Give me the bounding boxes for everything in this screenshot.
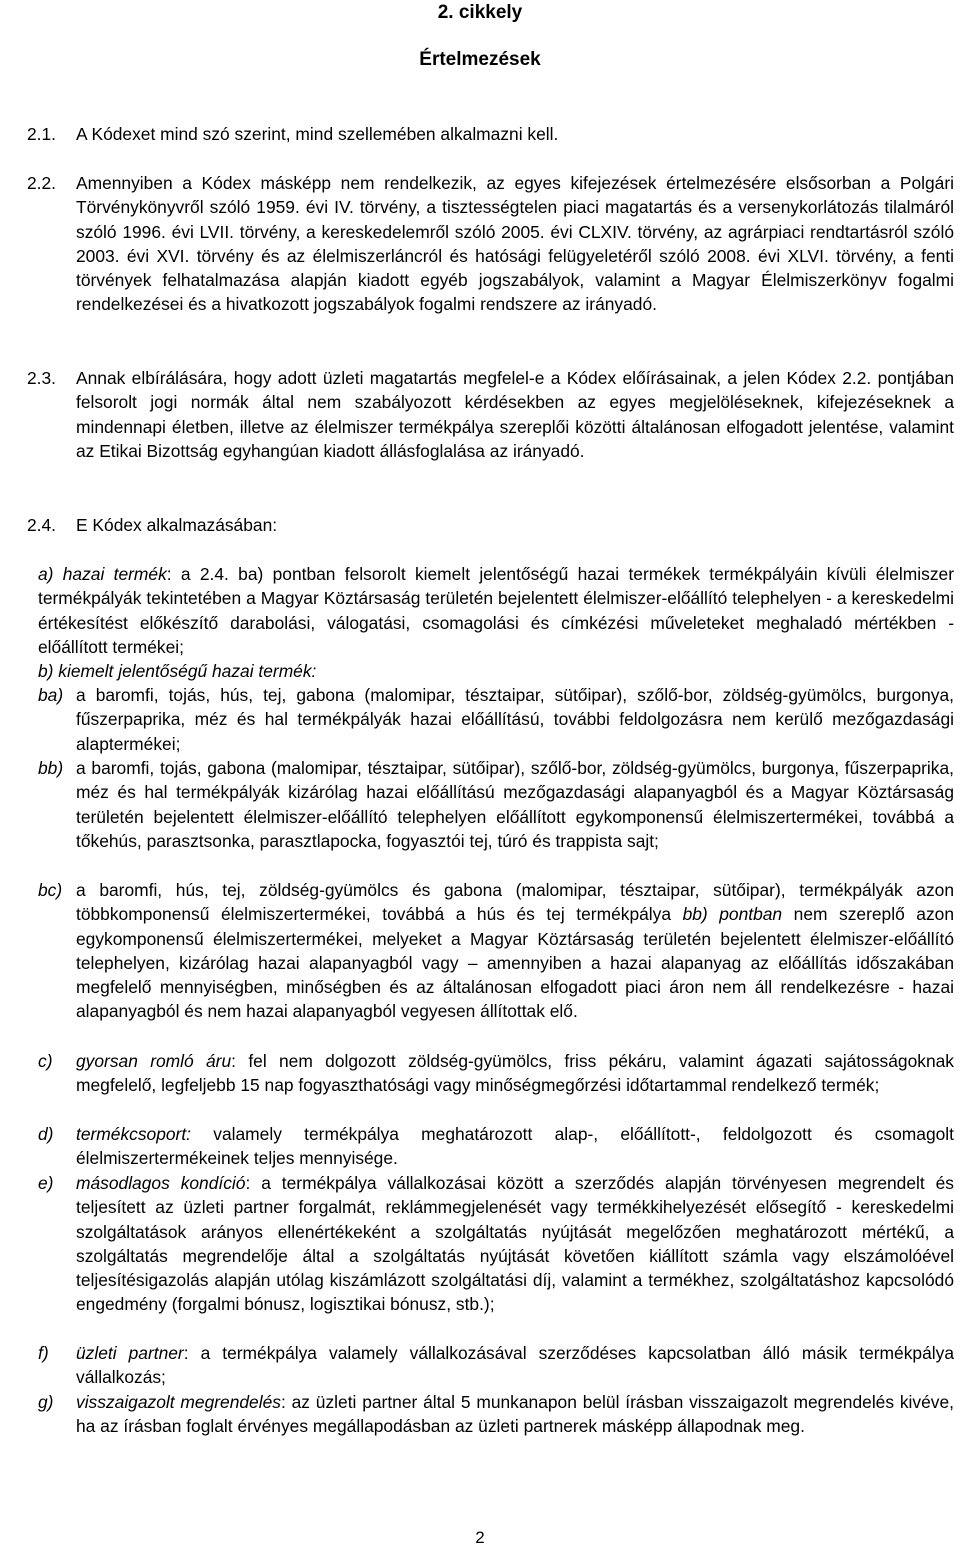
paragraph-number-2-1: 2.1. [27, 124, 57, 144]
definition-d-letter: d) [38, 1124, 54, 1144]
paragraph-number-2-2: 2.2. [27, 173, 57, 193]
definition-a-term: a) hazai termék [38, 564, 167, 584]
definition-a-text: : a 2.4. ba) pontban felsorolt kiemelt jelentőségű hazai termékek termékpályáin kívüli élelmiszer termékpályák tekintetében a Magyar Köztársaság területén bejelentett élelmiszer-előállító telephelyen - a kereskedelmi értékesítést előkészítő darabolási, válogatási, csomagolási és címkézési műveleteket meghaladó mértékben - előállított termékei; [38, 564, 954, 657]
item-bb-label: bb) [38, 758, 64, 778]
definition-g [76, 1390, 954, 1439]
definition-d-text: valamely termékpálya meghatározott alap-, előállított-, feldolgozott és csomagolt élelmiszertermékeinek teljes mennyisége. [76, 1124, 954, 1169]
paragraph-2-1: A Kódexet mind szó szerint, mind szellemében alkalmazni kell. [76, 124, 559, 144]
definition-a [38, 562, 954, 659]
definition-f-text: : a termékpálya valamely vállalkozásával szerződéses kapcsolatban álló másik termékpálya vállalkozás; [76, 1343, 954, 1388]
definition-b-heading: b) kiemelt jelentőségű hazai termék: [38, 661, 317, 681]
item-bc-reference: bb) pontban [682, 904, 783, 925]
definition-g-letter: g) [38, 1392, 54, 1412]
definition-e-text: : a termékpálya vállalkozásai között a szerződés alapján törvényesen megrendelt és teljesített az üzleti partner forgalmát, reklámmegjelenését vagy termékkihelyezését elősegítő - kereskedelmi szolgáltatások arányos ellenértékeként a szolgáltatás nyújtását megelőzően meghatározott mértékű, a szolgáltatás megrendelője által a szolgáltatás nyújtását követően kiállított számla vagy elszámolóével teljesítésigazolás alapján utólag kiszámlázott szolgáltatási díj, valamint a termékhez, szolgáltatáshoz kapcsolódó engedmény (forgalmi bónusz, logisztikai bónusz, stb.); [76, 1173, 954, 1315]
item-bc-text-part1: a baromfi, hús, tej, zöldség-gyümölcs és gabona (malomipar, tésztaipar, sütőipar), termékpályák azon többkomponensű élelmiszertermékei, továbbá a hús és tej termékpálya [76, 880, 954, 925]
definition-g-text: : az üzleti partner által 5 munkanapon belül írásban visszaigazolt megrendelés kivéve, ha az írásban foglalt érvényes megállapodásban az üzleti partnerek másképp állapodnak meg. [76, 1392, 954, 1437]
definition-e-letter: e) [38, 1173, 54, 1193]
paragraph-2-2: Amennyiben a Kódex másképp nem rendelkezik, az egyes kifejezések értelmezésére elsősorban a Polgári Törvénykönyvről szóló 1959. évi IV. törvény, a tisztességtelen piaci magatartás és a versenykorlátozás tilalmáról szóló 1996. évi LVII. törvény, a kereskedelemről szóló 2005. évi CLXIV. törvény, az agrárpiaci rendtartásról szóló 2003. évi XVI. törvény és az élelmiszerláncról és hatósági felügyeletéről szóló 2008. évi XLVI. törvény, a fenti törvények felhatalmazása alapján kiadott egyéb jogszabályok, valamint a Magyar Élelmiszerkönyv fogalmi rendelkezései és a hivatkozott jogszabályok fogalmi rendszere az irányadó. [76, 173, 954, 315]
section-title: Értelmezések [419, 49, 541, 70]
definition-f-letter: f) [38, 1343, 49, 1363]
definition-c [76, 1049, 954, 1098]
definition-c-text: : fel nem dolgozott zöldség-gyümölcs, friss pékáru, valamint ágazati sajátosságoknak megfelelő, legfeljebb 15 nap fogyaszthatósági vagy minőségmegőrzési időtartammal rendelkező termék; [76, 1051, 954, 1096]
item-ba-label: ba) [38, 685, 64, 705]
definition-c-term: gyorsan romló áru [76, 1051, 232, 1071]
definition-d-term: termékcsoport: [76, 1124, 192, 1144]
paragraph-2-4: E Kódex alkalmazásában: [76, 515, 278, 535]
page-number: 2 [475, 1528, 485, 1547]
definition-e [76, 1171, 954, 1317]
item-bc-text-part2: nem szereplő azon egykomponensű élelmiszertermékei, melyeket a Magyar Köztársaság területén bejelentett élelmiszer-előállító telephelyen, kizárólag hazai alapanyagból vagy – amennyiben a hazai alapanyag az előállítás időszakában megfelelő mennyiségben, minőségben és az általánosan elfogadott piaci áron nem áll rendelkezésre - hazai alapanyagból és nem hazai alapanyagból vegyesen állítottak elő. [76, 904, 954, 1022]
paragraph-number-2-4: 2.4. [27, 515, 57, 535]
definition-f [76, 1341, 954, 1390]
definition-e-term: másodlagos kondíció [76, 1173, 246, 1193]
article-title: 2. cikkely [437, 2, 523, 23]
definition-g-term: visszaigazolt megrendelés [76, 1392, 281, 1412]
paragraph-number-2-3: 2.3. [27, 368, 57, 388]
definition-f-term: üzleti partner [76, 1343, 184, 1363]
definition-c-letter: c) [38, 1051, 53, 1071]
item-bb-text: a baromfi, tojás, gabona (malomipar, tésztaipar, sütőipar), szőlő-bor, zöldség-gyümölcs, burgonya, fűszerpaprika, méz és hal termékpályák kizárólag hazai előállítású mezőgazdasági alapanyagból és a Magyar Köztársaság területén bejelentett élelmiszer-előállító telephelyen előállított egykomponensű élelmiszertermékei, továbbá a tőkehús, parasztsonka, parasztlapocka, fogyasztói tej, túró és trappista sajt; [76, 758, 954, 851]
item-bc-label: bc) [38, 880, 63, 900]
item-ba-text: a baromfi, tojás, hús, tej, gabona (malomipar, tésztaipar, sütőipar), szőlő-bor, zöldség-gyümölcs, burgonya, fűszerpaprika, méz és hal termékpályák hazai előállítású, további feldolgozásra nem kerülő mezőgazdasági alaptermékei; [76, 685, 954, 754]
definition-d [76, 1122, 954, 1171]
paragraph-2-3: Annak elbírálására, hogy adott üzleti magatartás megfelel-e a Kódex előírásainak, a jelen Kódex 2.2. pontjában felsorolt jogi normák által nem szabályozott kérdésekben az egyes megjelöléseknek, kifejezéseknek a mindennapi életben, illetve az élelmiszer termékpálya szereplői közötti általánosan elfogadott jelentése, valamint az Etikai Bizottság egyhangúan kiadott állásfoglalása az irányadó. [76, 368, 954, 461]
item-bc-text [76, 878, 954, 1024]
